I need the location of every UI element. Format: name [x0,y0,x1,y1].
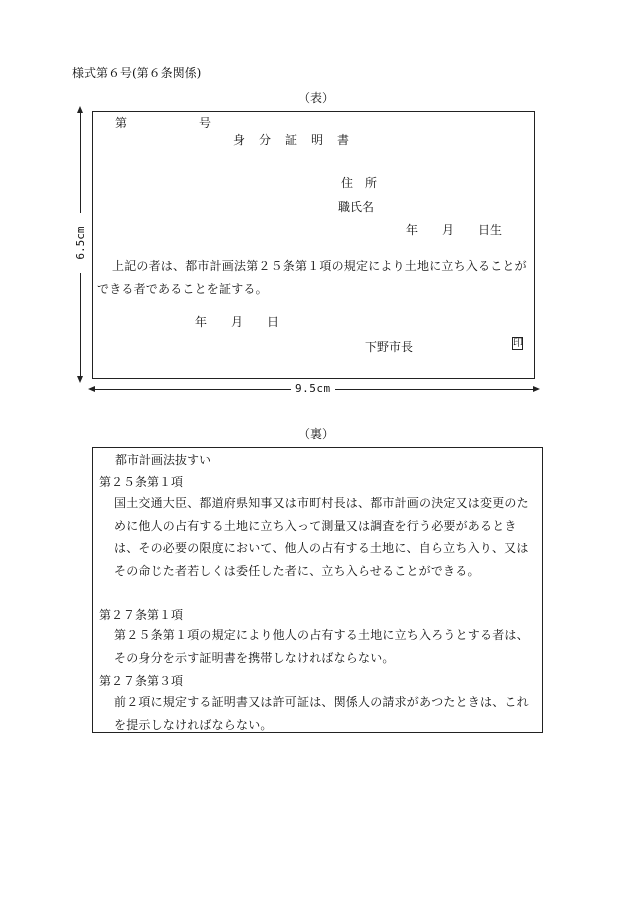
arrow-down-icon [77,376,83,383]
form-header: 様式第６号(第６条関係) [72,66,202,80]
issue-date: 年 月 日 [195,315,280,329]
certification-text: 上記の者は、都市計画法第２５条第１項の規定により土地に立ち入ることができる者であることを証する。 [97,259,527,296]
birth-date: 年 月 日生 [406,223,503,237]
address-label: 住 所 [341,176,378,190]
front-label: （表） [298,91,335,105]
number-label-go: 号 [199,116,212,130]
height-dimension-label: 6.5cm [74,213,88,273]
section-text: 前２項に規定する証明書又は許可証は、関係人の請求があつたときは、これを提示しなければならない。 [114,695,529,732]
section-text: 国土交通大臣、都道府県知事又は市町村長は、都市計画の決定又は変更のために他人の占有する土地に立ち入って測量又は調査を行う必要があるときは、その必要の限度において、他人の占有する土地に、自ら立ち入り、又はその命じた者若しくは委任した者に、立ち入らせることができる。 [114,496,529,578]
issuer: 下野市長 [365,340,414,354]
id-card-back [92,447,543,733]
card-title: 身 分 証 明 書 [233,133,351,147]
section-title: 第２７条第３項 [99,674,184,688]
arrow-right-icon [533,386,540,392]
back-label: （裏） [298,427,335,441]
width-dimension-label: 9.5cm [291,382,335,396]
name-label: 職氏名 [338,200,375,214]
section-title: 第２５条第１項 [99,475,184,489]
arrow-up-icon [77,106,83,113]
section-text: 第２５条第１項の規定により他人の占有する土地に立ち入ろうとする者は、その身分を示す証明書を携帯しなければならない。 [114,628,529,665]
arrow-left-icon [88,386,95,392]
id-card-front [92,111,535,379]
seal-mark: 印 [513,338,523,349]
section-title: 第２７条第１項 [99,608,184,622]
number-label-dai: 第 [115,116,128,130]
back-heading: 都市計画法抜すい [115,453,212,467]
